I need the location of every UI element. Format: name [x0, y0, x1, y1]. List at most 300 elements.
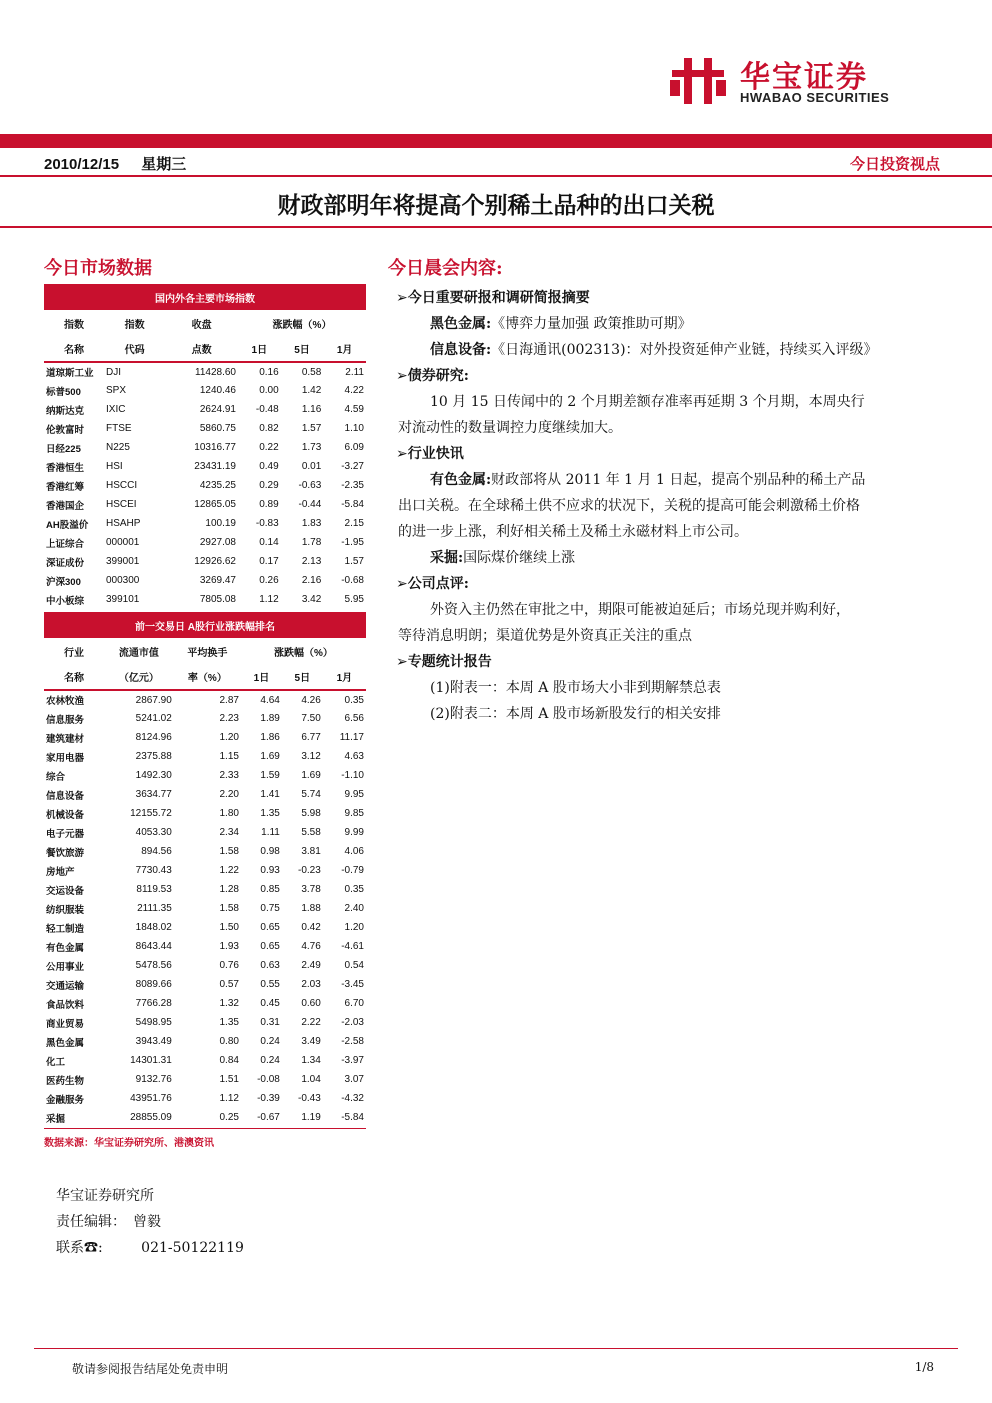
row-value: 4.06: [344, 846, 364, 857]
row-name: 建筑建材: [46, 733, 85, 745]
phone-number: 021-50122119: [141, 1240, 244, 1256]
row-name: 房地产: [46, 866, 75, 878]
bullet-icon: ➢: [396, 290, 408, 306]
row-value: 0.22: [259, 442, 279, 453]
row-value: 1.83: [301, 518, 322, 529]
row-value: 1.41: [260, 789, 280, 800]
report-weekday: 星期三: [141, 155, 187, 173]
bullet-icon: ➢: [396, 368, 408, 384]
row-value: -0.39: [257, 1093, 280, 1104]
row-code: 000300: [106, 575, 140, 586]
row-name: 家用电器: [46, 752, 85, 764]
column-header: 涨跌幅（%）: [238, 310, 366, 336]
row-name: 化工: [46, 1056, 66, 1068]
row-code: SPX: [106, 385, 127, 396]
row-value: 0.49: [259, 461, 279, 472]
row-value: 0.57: [219, 979, 239, 990]
row-value: -0.68: [341, 575, 364, 586]
row-name: 标普500: [46, 386, 81, 398]
row-value: 0.24: [260, 1055, 280, 1066]
item-text: 财政部将从 2011 年 1 月 1 日起，提高个别品种的稀土产品: [491, 472, 866, 488]
table-title: 前一交易日 A股行业涨跌幅排名: [44, 612, 366, 638]
row-name: 食品饮料: [46, 999, 85, 1011]
row-name: 黑色金属: [46, 1037, 85, 1049]
column-header: 收盘: [165, 310, 238, 336]
row-value: 12865.05: [194, 499, 236, 510]
row-value: 10316.77: [194, 442, 236, 453]
paragraph-line: [430, 467, 865, 493]
footer-rule: [34, 1348, 958, 1349]
table-row: [44, 438, 366, 457]
row-code: HSCEI: [106, 499, 137, 510]
row-value: 9.99: [344, 827, 364, 838]
row-value: 7805.08: [199, 594, 236, 605]
row-value: 1.78: [301, 537, 322, 548]
row-value: 6.77: [301, 732, 321, 743]
column-header: 1月: [323, 336, 366, 362]
row-name: 公用事业: [46, 961, 85, 973]
row-value: 3.49: [301, 1036, 321, 1047]
column-header: 行业: [44, 638, 104, 664]
row-name: AH股溢价: [46, 519, 89, 531]
row-value: 1.80: [219, 808, 239, 819]
row-value: 0.85: [260, 884, 280, 895]
row-name: 农林牧渔: [46, 696, 85, 707]
table-row: [44, 495, 366, 514]
row-code: HSAHP: [106, 518, 141, 529]
row-name: 综合: [46, 771, 66, 783]
row-value: 2.11: [345, 366, 364, 378]
row-value: 1.50: [219, 922, 239, 933]
row-value: 3.42: [301, 594, 322, 605]
row-name: 交运设备: [46, 885, 85, 897]
row-value: 1.34: [301, 1055, 321, 1066]
column-header: 指数: [44, 310, 104, 336]
row-value: 2.49: [301, 960, 321, 971]
editor-line: 责任编辑： 曾毅: [56, 1214, 161, 1230]
row-value: -0.67: [257, 1112, 280, 1123]
report-link[interactable]: (2)附表二：本周 A 股市场新股发行的相关安排: [430, 706, 721, 722]
item-text: 国际煤价继续上涨: [463, 550, 576, 566]
table-row: [44, 709, 366, 728]
row-value: 3.81: [301, 846, 321, 857]
row-value: 0.63: [260, 960, 280, 971]
row-value: 3634.77: [135, 789, 172, 800]
row-value: 0.29: [259, 480, 279, 491]
row-value: 5.58: [301, 827, 321, 838]
column-header: 流通市值: [104, 638, 174, 664]
row-name: 采掘: [46, 1113, 66, 1125]
date-line: [44, 153, 204, 174]
row-value: 2927.08: [199, 537, 236, 548]
row-value: 894.56: [141, 846, 172, 857]
row-value: 4.26: [301, 694, 321, 706]
column-name: 今日投资视点: [849, 155, 940, 173]
row-value: 0.93: [260, 865, 280, 876]
row-value: 8089.66: [135, 979, 172, 990]
table-row: [44, 956, 366, 975]
row-value: 6.56: [344, 713, 364, 724]
row-value: -2.35: [341, 480, 364, 491]
column-header: 5日: [281, 336, 324, 362]
row-value: 3.12: [301, 751, 321, 762]
row-name: 香港恒生: [46, 462, 85, 474]
section-title: 行业快讯: [407, 446, 464, 462]
row-name: 机械设备: [46, 809, 85, 821]
row-value: -0.79: [341, 865, 364, 876]
row-value: 9132.76: [135, 1074, 172, 1085]
row-value: -5.84: [341, 1112, 364, 1123]
row-value: 11.17: [339, 732, 364, 743]
row-value: 1.19: [301, 1112, 321, 1123]
hwabao-logo: [668, 52, 948, 112]
header-red-bar: [0, 134, 992, 148]
row-value: -1.10: [341, 770, 364, 781]
row-value: -4.32: [341, 1093, 364, 1104]
column-header: 指数: [104, 310, 165, 336]
row-value: 11428.60: [195, 366, 236, 378]
row-value: 1848.02: [135, 922, 172, 933]
row-value: 0.24: [260, 1036, 280, 1047]
row-value: 0.89: [259, 499, 279, 510]
row-value: 0.65: [260, 941, 280, 952]
row-name: 道琼斯工业: [46, 368, 94, 379]
table-row: [44, 533, 366, 552]
row-value: 2.33: [219, 770, 239, 781]
row-name: 纺织服装: [46, 904, 85, 916]
item-text: 《博弈力量加强 政策推助可期》: [491, 316, 692, 332]
row-name: 深证成份: [46, 557, 85, 569]
table-row: [44, 861, 366, 880]
section-title: 公司点评:: [407, 576, 469, 592]
row-value: 4.64: [260, 694, 280, 706]
row-value: 12155.72: [130, 808, 172, 819]
table-end-rule: [44, 1128, 366, 1129]
row-value: 5.98: [301, 808, 321, 819]
table-row: [44, 918, 366, 937]
table-row: [44, 457, 366, 476]
row-value: 8124.96: [135, 732, 172, 743]
row-value: 2.87: [219, 694, 239, 706]
row-value: 1.58: [219, 846, 239, 857]
row-value: 7.50: [301, 713, 321, 724]
row-value: 3943.49: [135, 1036, 172, 1047]
row-value: 1.73: [301, 442, 322, 453]
section-industry-news: [396, 441, 464, 467]
row-value: 2867.90: [135, 694, 172, 706]
section-title: 专题统计报告: [407, 654, 492, 670]
disclaimer-note: 敬请参阅报告结尾处免责申明: [72, 1362, 229, 1376]
row-value: 14301.31: [130, 1055, 172, 1066]
market-index-table: [44, 284, 366, 609]
row-value: -0.44: [298, 499, 322, 510]
row-name: 上证综合: [46, 538, 85, 550]
row-value: 2.13: [301, 556, 322, 567]
item-label: 有色金属:: [430, 472, 492, 488]
row-value: 0.42: [301, 922, 321, 933]
row-name: 中小板综: [46, 595, 85, 607]
row-value: 0.26: [259, 575, 279, 586]
paragraph-line: 10 月 15 日传闻中的 2 个月期差额存准率再延期 3 个月期，本周央行: [430, 394, 865, 410]
row-value: 2.40: [344, 903, 364, 914]
row-value: 0.82: [259, 423, 279, 434]
row-value: 1.69: [301, 770, 321, 781]
logo-chinese: 华宝证券: [740, 60, 868, 95]
table-row: [44, 690, 366, 709]
row-value: 23431.19: [194, 461, 236, 472]
table-row: [44, 842, 366, 861]
row-value: 28855.09: [130, 1112, 172, 1123]
column-header: 代码: [104, 336, 165, 362]
table-row: [44, 552, 366, 571]
row-value: -0.08: [257, 1074, 280, 1085]
column-header: 5日: [282, 664, 323, 690]
research-item: [430, 311, 692, 337]
row-value: 43951.76: [130, 1093, 172, 1104]
row-value: 0.98: [260, 846, 280, 857]
row-value: 1.89: [260, 713, 280, 724]
row-value: -0.48: [255, 404, 279, 415]
row-value: -5.84: [341, 499, 364, 510]
date-rule: [0, 175, 992, 177]
row-name: 信息设备: [46, 790, 85, 802]
row-code: 000001: [106, 537, 140, 548]
table-row: [44, 823, 366, 842]
row-name: 日经225: [46, 443, 81, 455]
row-value: 0.76: [219, 960, 239, 971]
row-value: 0.01: [301, 461, 322, 472]
paragraph-line: 对流动性的数量调控力度继续加大。: [398, 420, 622, 436]
row-value: 0.80: [219, 1036, 239, 1047]
row-value: 2.15: [344, 518, 364, 529]
table-body: [44, 690, 366, 1127]
row-value: 9.95: [344, 789, 364, 800]
row-name: 商业贸易: [46, 1018, 85, 1030]
table-row: [44, 1013, 366, 1032]
research-item: [430, 337, 878, 363]
table-row: [44, 362, 366, 381]
row-name: 伦敦富时: [46, 424, 85, 436]
row-value: 1492.30: [135, 770, 172, 781]
row-value: 4.22: [344, 385, 364, 396]
row-value: 0.84: [219, 1055, 239, 1066]
table-row: [44, 1089, 366, 1108]
row-value: 2.20: [219, 789, 239, 800]
row-value: 1.51: [219, 1074, 239, 1085]
row-value: 2.34: [219, 827, 239, 838]
paragraph-line: 出口关税。在全球稀土供不应求的状况下，关税的提高可能会刺激稀土价格: [398, 498, 860, 514]
row-value: 1.57: [344, 556, 364, 567]
row-value: -1.95: [341, 537, 364, 548]
row-value: 2.22: [301, 1017, 321, 1028]
table-row: [44, 804, 366, 823]
row-value: 1.12: [259, 594, 279, 605]
row-value: 0.35: [344, 694, 364, 706]
row-value: 1.10: [344, 423, 364, 434]
row-value: 12926.62: [194, 556, 236, 567]
row-value: 1.04: [301, 1074, 321, 1085]
row-name: 餐饮旅游: [46, 847, 85, 859]
row-value: 5498.95: [135, 1017, 172, 1028]
row-code: 399101: [106, 594, 140, 605]
table-row: [44, 766, 366, 785]
bullet-icon: ➢: [396, 654, 408, 670]
row-value: 1.88: [301, 903, 321, 914]
row-value: 0.35: [344, 884, 364, 895]
row-value: 3.07: [344, 1074, 364, 1085]
row-value: 3.78: [301, 884, 321, 895]
bullet-icon: ➢: [396, 576, 408, 592]
section-special-report: [396, 649, 492, 675]
column-header: 1月: [323, 664, 366, 690]
row-value: 8643.44: [135, 941, 172, 952]
paragraph-line: 的进一步上涨，利好相关稀土及稀土永磁材料上市公司。: [398, 524, 748, 540]
report-date: 2010/12/15: [44, 156, 120, 173]
row-value: 0.65: [260, 922, 280, 933]
row-name: 沪深300: [46, 576, 81, 588]
row-value: 2.16: [301, 575, 322, 586]
row-name: 交通运输: [46, 980, 85, 992]
industry-ranking-table: [44, 612, 366, 1127]
row-value: 1.15: [219, 751, 239, 762]
row-code: DJI: [106, 366, 121, 378]
row-value: 1.22: [219, 865, 239, 876]
research-org: 华宝证券研究所: [56, 1188, 154, 1204]
row-code: IXIC: [106, 404, 126, 415]
row-value: 2.23: [219, 713, 239, 724]
logo-english: HWABAO SECURITIES: [740, 90, 890, 105]
row-value: 0.54: [344, 960, 364, 971]
row-value: 6.09: [344, 442, 364, 453]
table-row: [44, 400, 366, 419]
section-bond-research: [396, 363, 469, 389]
table-row: [44, 994, 366, 1013]
phone-label: 联系☎:: [56, 1240, 103, 1256]
row-value: 2.03: [301, 979, 321, 990]
row-value: 3269.47: [199, 575, 236, 586]
row-value: 1.42: [301, 385, 322, 396]
report-link[interactable]: (1)附表一：本周 A 股市场大小非到期解禁总表: [430, 680, 721, 696]
table-row: [44, 590, 366, 609]
row-value: 1.28: [219, 884, 239, 895]
section-company-review: [396, 571, 469, 597]
table-row: [44, 1032, 366, 1051]
row-value: 4.76: [301, 941, 321, 952]
table-row: [44, 1070, 366, 1089]
row-value: 1.11: [261, 827, 280, 838]
row-name: 金融服务: [46, 1094, 85, 1106]
row-value: -0.63: [298, 480, 322, 491]
table-row: [44, 1051, 366, 1070]
row-value: 4.63: [344, 751, 364, 762]
table-row: [44, 899, 366, 918]
data-source: 数据来源：华宝证券研究所、港澳资讯: [44, 1138, 214, 1149]
row-value: 0.60: [301, 998, 321, 1009]
table-row: [44, 728, 366, 747]
row-value: 7730.43: [135, 865, 172, 876]
row-value: 1.93: [219, 941, 239, 952]
table-row: [44, 880, 366, 899]
row-value: 4235.25: [199, 480, 236, 491]
row-value: 8119.53: [136, 884, 172, 895]
row-code: N225: [106, 442, 130, 453]
row-value: 0.00: [259, 385, 279, 396]
row-value: 2624.91: [199, 404, 236, 415]
row-value: -2.03: [341, 1017, 364, 1028]
row-name: 纳斯达克: [46, 405, 85, 417]
row-value: 1.69: [260, 751, 280, 762]
row-name: 轻工制造: [46, 923, 85, 935]
table-row: [44, 747, 366, 766]
row-value: 0.17: [259, 556, 279, 567]
table-row: [44, 381, 366, 400]
row-value: 1240.46: [199, 385, 236, 396]
column-header: 点数: [165, 336, 238, 362]
row-value: 5241.02: [135, 713, 172, 724]
table-title: 国内外各主要市场指数: [44, 284, 366, 310]
paragraph-line: [430, 545, 575, 571]
row-value: 1.16: [301, 404, 322, 415]
row-value: 6.70: [344, 998, 364, 1009]
column-header: 1日: [238, 336, 281, 362]
column-header: 涨跌幅（%）: [241, 638, 366, 664]
row-value: 0.55: [260, 979, 280, 990]
contact-line: [56, 1237, 244, 1257]
row-value: 1.20: [219, 732, 239, 743]
table-row: [44, 937, 366, 956]
row-code: 399001: [106, 556, 140, 567]
paragraph-line: 等待消息明朗；渠道优势是外资真正关注的重点: [398, 628, 692, 644]
table-row: [44, 419, 366, 438]
table-row: [44, 571, 366, 590]
row-name: 有色金属: [46, 942, 85, 954]
row-value: 9.85: [344, 808, 364, 819]
column-header: 平均换手: [174, 638, 241, 664]
row-value: -3.27: [341, 461, 364, 472]
row-value: 1.58: [219, 903, 239, 914]
row-code: HSI: [106, 461, 123, 472]
row-value: 1.86: [260, 732, 280, 743]
row-value: 1.57: [301, 423, 322, 434]
table-row: [44, 514, 366, 533]
row-value: 7766.28: [135, 998, 172, 1009]
item-label: 采掘:: [430, 550, 464, 566]
row-value: 0.31: [260, 1017, 280, 1028]
row-value: -3.97: [341, 1055, 364, 1066]
page-number: 1/8: [914, 1360, 934, 1374]
table-row: [44, 1108, 366, 1127]
row-value: 1.59: [260, 770, 280, 781]
title-rule: [0, 226, 992, 228]
row-name: 医药生物: [46, 1075, 85, 1087]
row-value: 0.58: [301, 366, 322, 378]
row-value: 100.19: [205, 518, 236, 529]
section-title: 今日重要研报和调研简报摘要: [407, 290, 590, 306]
item-label: 信息设备:: [430, 342, 492, 358]
table-row: [44, 975, 366, 994]
row-value: 1.35: [219, 1017, 239, 1028]
row-name: 信息服务: [46, 714, 85, 726]
column-header: 名称: [44, 664, 104, 690]
row-value: 0.14: [259, 537, 279, 548]
row-value: -0.83: [255, 518, 279, 529]
hwabao-logo-icon: [668, 54, 728, 106]
row-name: 香港国企: [46, 500, 85, 512]
table-row: [44, 476, 366, 495]
row-value: -0.23: [297, 865, 321, 876]
row-value: 1.20: [344, 922, 364, 933]
paragraph-line: 外资入主仍然在审批之中，期限可能被迫延后；市场兑现并购利好，: [430, 602, 850, 618]
